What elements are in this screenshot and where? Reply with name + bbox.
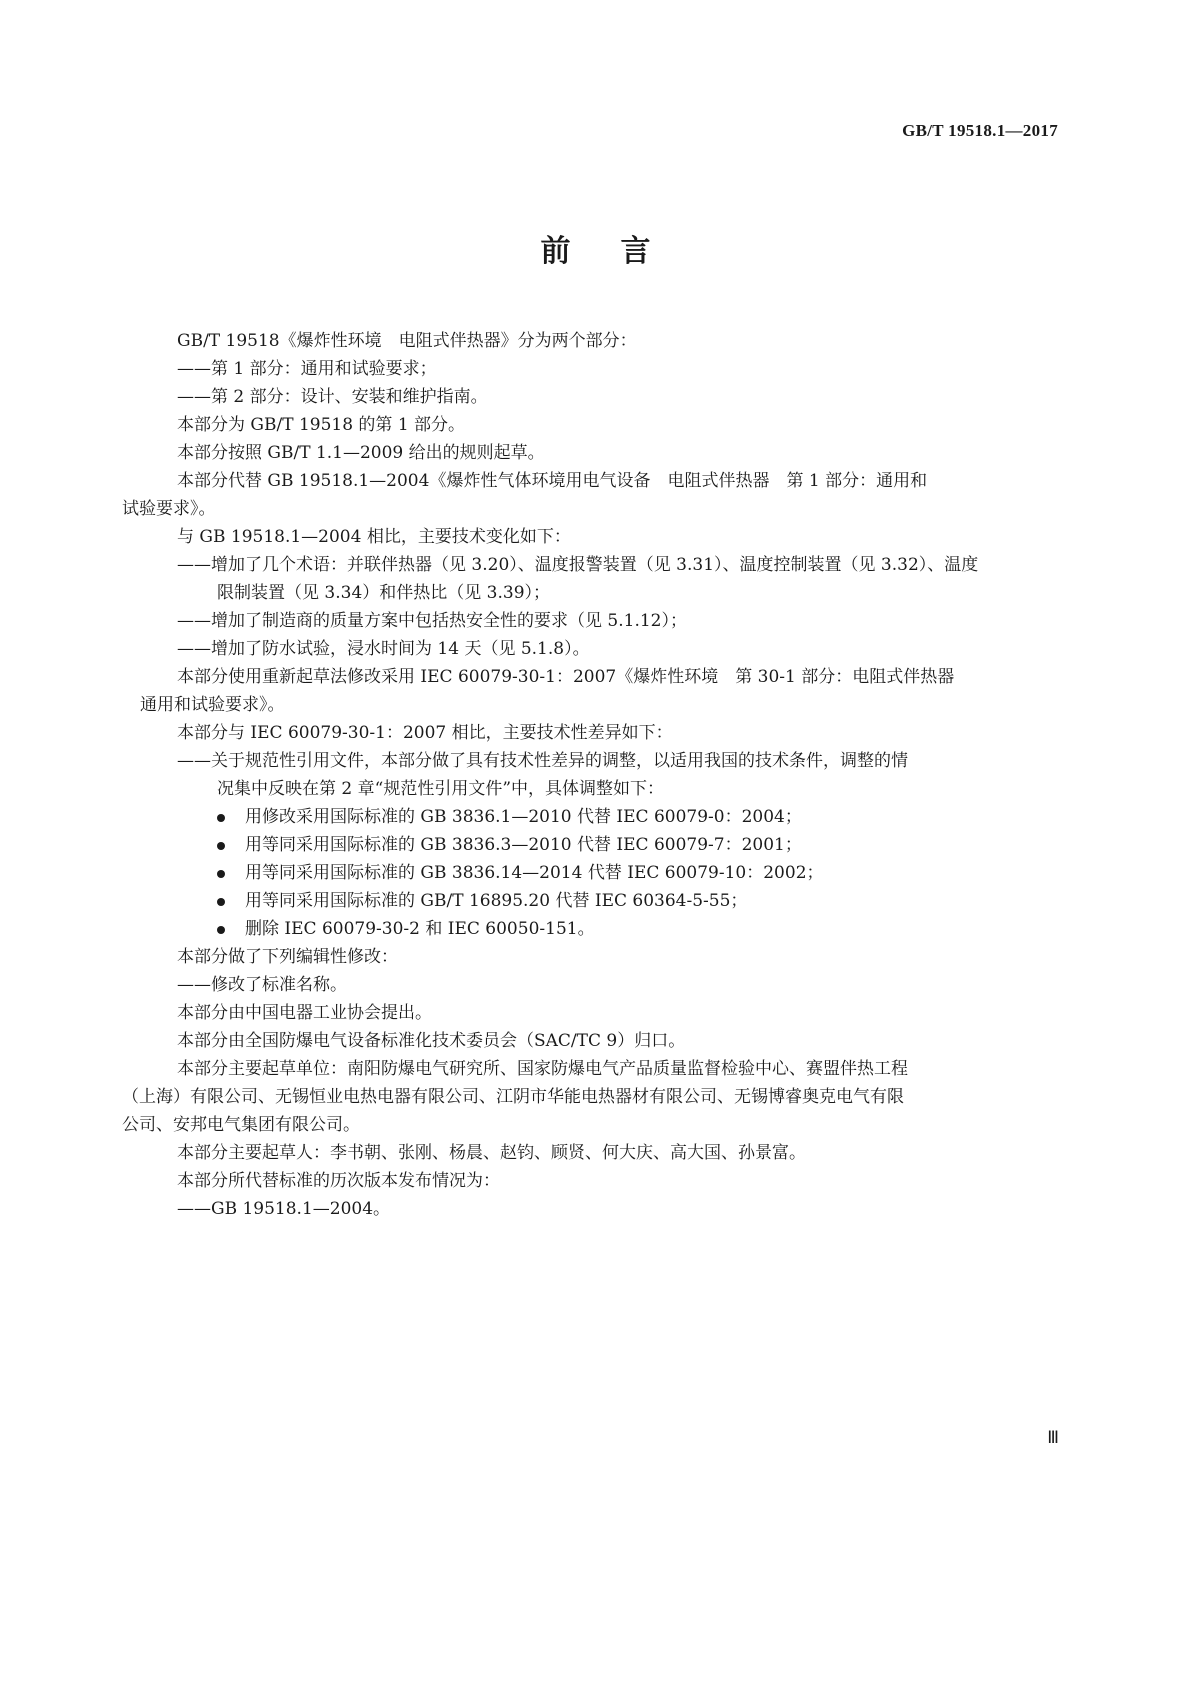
bullet-item [122, 831, 1060, 859]
list-item: ——增加了制造商的质量方案中包括热安全性的要求（见 5.1.12）； [177, 611, 687, 631]
bullet-dot-icon [217, 842, 225, 850]
paragraph-line: 本部分与 IEC 60079-30-1：2007 相比，主要技术性差异如下： [177, 723, 673, 743]
list-item-continuation: 限制装置（见 3.34）和伴热比（见 3.39）； [217, 583, 551, 603]
paragraph-line: 本部分按照 GB/T 1.1—2009 给出的规则起草。 [177, 443, 545, 463]
bullet-text: 用等同采用国际标准的 GB 3836.14—2014 代替 IEC 60079-10：2002； [245, 863, 824, 883]
bullet-dot-icon [217, 814, 225, 822]
list-item: ——第 1 部分：通用和试验要求； [177, 359, 437, 379]
paragraph-line: 本部分代替 GB 19518.1—2004《爆炸性气体环境用电气设备 电阻式伴热器 第 1 部分：通用和 [177, 471, 928, 491]
paragraph-line: GB/T 19518《爆炸性环境 电阻式伴热器》分为两个部分： [177, 331, 637, 351]
bullet-item [122, 915, 1060, 943]
list-item: ——修改了标准名称。 [177, 975, 347, 995]
list-item: ——第 2 部分：设计、安装和维护指南。 [177, 387, 488, 407]
paragraph-line: 本部分主要起草单位：南阳防爆电气研究所、国家防爆电气产品质量监督检验中心、赛盟伴热工程 [177, 1059, 908, 1079]
bullet-item [122, 887, 1060, 915]
list-item-continuation: 况集中反映在第 2 章“规范性引用文件”中，具体调整如下： [217, 779, 665, 799]
paragraph-line: 本部分为 GB/T 19518 的第 1 部分。 [177, 415, 466, 435]
bullet-item [122, 803, 1060, 831]
bullet-dot-icon [217, 926, 225, 934]
list-item: ——增加了防水试验，浸水时间为 14 天（见 5.1.8）。 [177, 639, 590, 659]
foreword-body [122, 327, 1060, 1223]
bullet-text: 用等同采用国际标准的 GB/T 16895.20 代替 IEC 60364-5-55； [245, 891, 748, 911]
document-code: GB/T 19518.1—2017 [902, 121, 1058, 140]
bullet-item [122, 859, 1060, 887]
bullet-dot-icon [217, 870, 225, 878]
bullet-text: 删除 IEC 60079-30-2 和 IEC 60050-151。 [245, 919, 595, 939]
list-item: ——关于规范性引用文件，本部分做了具有技术性差异的调整，以适用我国的技术条件，调整的情 [177, 751, 908, 771]
bullet-dot-icon [217, 898, 225, 906]
page-title: 前言 [540, 234, 701, 269]
list-item: ——GB 19518.1—2004。 [177, 1199, 391, 1219]
paragraph-line: 本部分由全国防爆电气设备标准化技术委员会（SAC/TC 9）归口。 [177, 1031, 686, 1051]
paragraph-line: （上海）有限公司、无锡恒业电热电器有限公司、江阴市华能电热器材有限公司、无锡博睿奥克电气有限 [122, 1087, 904, 1107]
bullet-text: 用等同采用国际标准的 GB 3836.3—2010 代替 IEC 60079-7：2001； [245, 835, 802, 855]
paragraph-line: 本部分做了下列编辑性修改： [177, 947, 398, 967]
page-number: Ⅲ [1047, 1428, 1059, 1447]
list-item: ——增加了几个术语：并联伴热器（见 3.20）、温度报警装置（见 3.31）、温度控制装置（见 3.32）、温度 [177, 555, 979, 575]
paragraph-line: 与 GB 19518.1—2004 相比，主要技术变化如下： [177, 527, 571, 547]
bullet-text: 用修改采用国际标准的 GB 3836.1—2010 代替 IEC 60079-0：2004； [245, 807, 802, 827]
paragraph-line: 公司、安邦电气集团有限公司。 [122, 1115, 360, 1135]
paragraph-line: 通用和试验要求》。 [140, 695, 285, 715]
paragraph-line: 本部分所代替标准的历次版本发布情况为： [177, 1171, 500, 1191]
paragraph-line: 本部分由中国电器工业协会提出。 [177, 1003, 432, 1023]
paragraph-line: 本部分使用重新起草法修改采用 IEC 60079-30-1：2007《爆炸性环境 第 30-1 部分：电阻式伴热器 [177, 667, 955, 687]
paragraph-line: 本部分主要起草人：李书朝、张刚、杨晨、赵钧、顾贤、何大庆、高大国、孙景富。 [177, 1143, 806, 1163]
paragraph-line: 试验要求》。 [122, 499, 216, 519]
